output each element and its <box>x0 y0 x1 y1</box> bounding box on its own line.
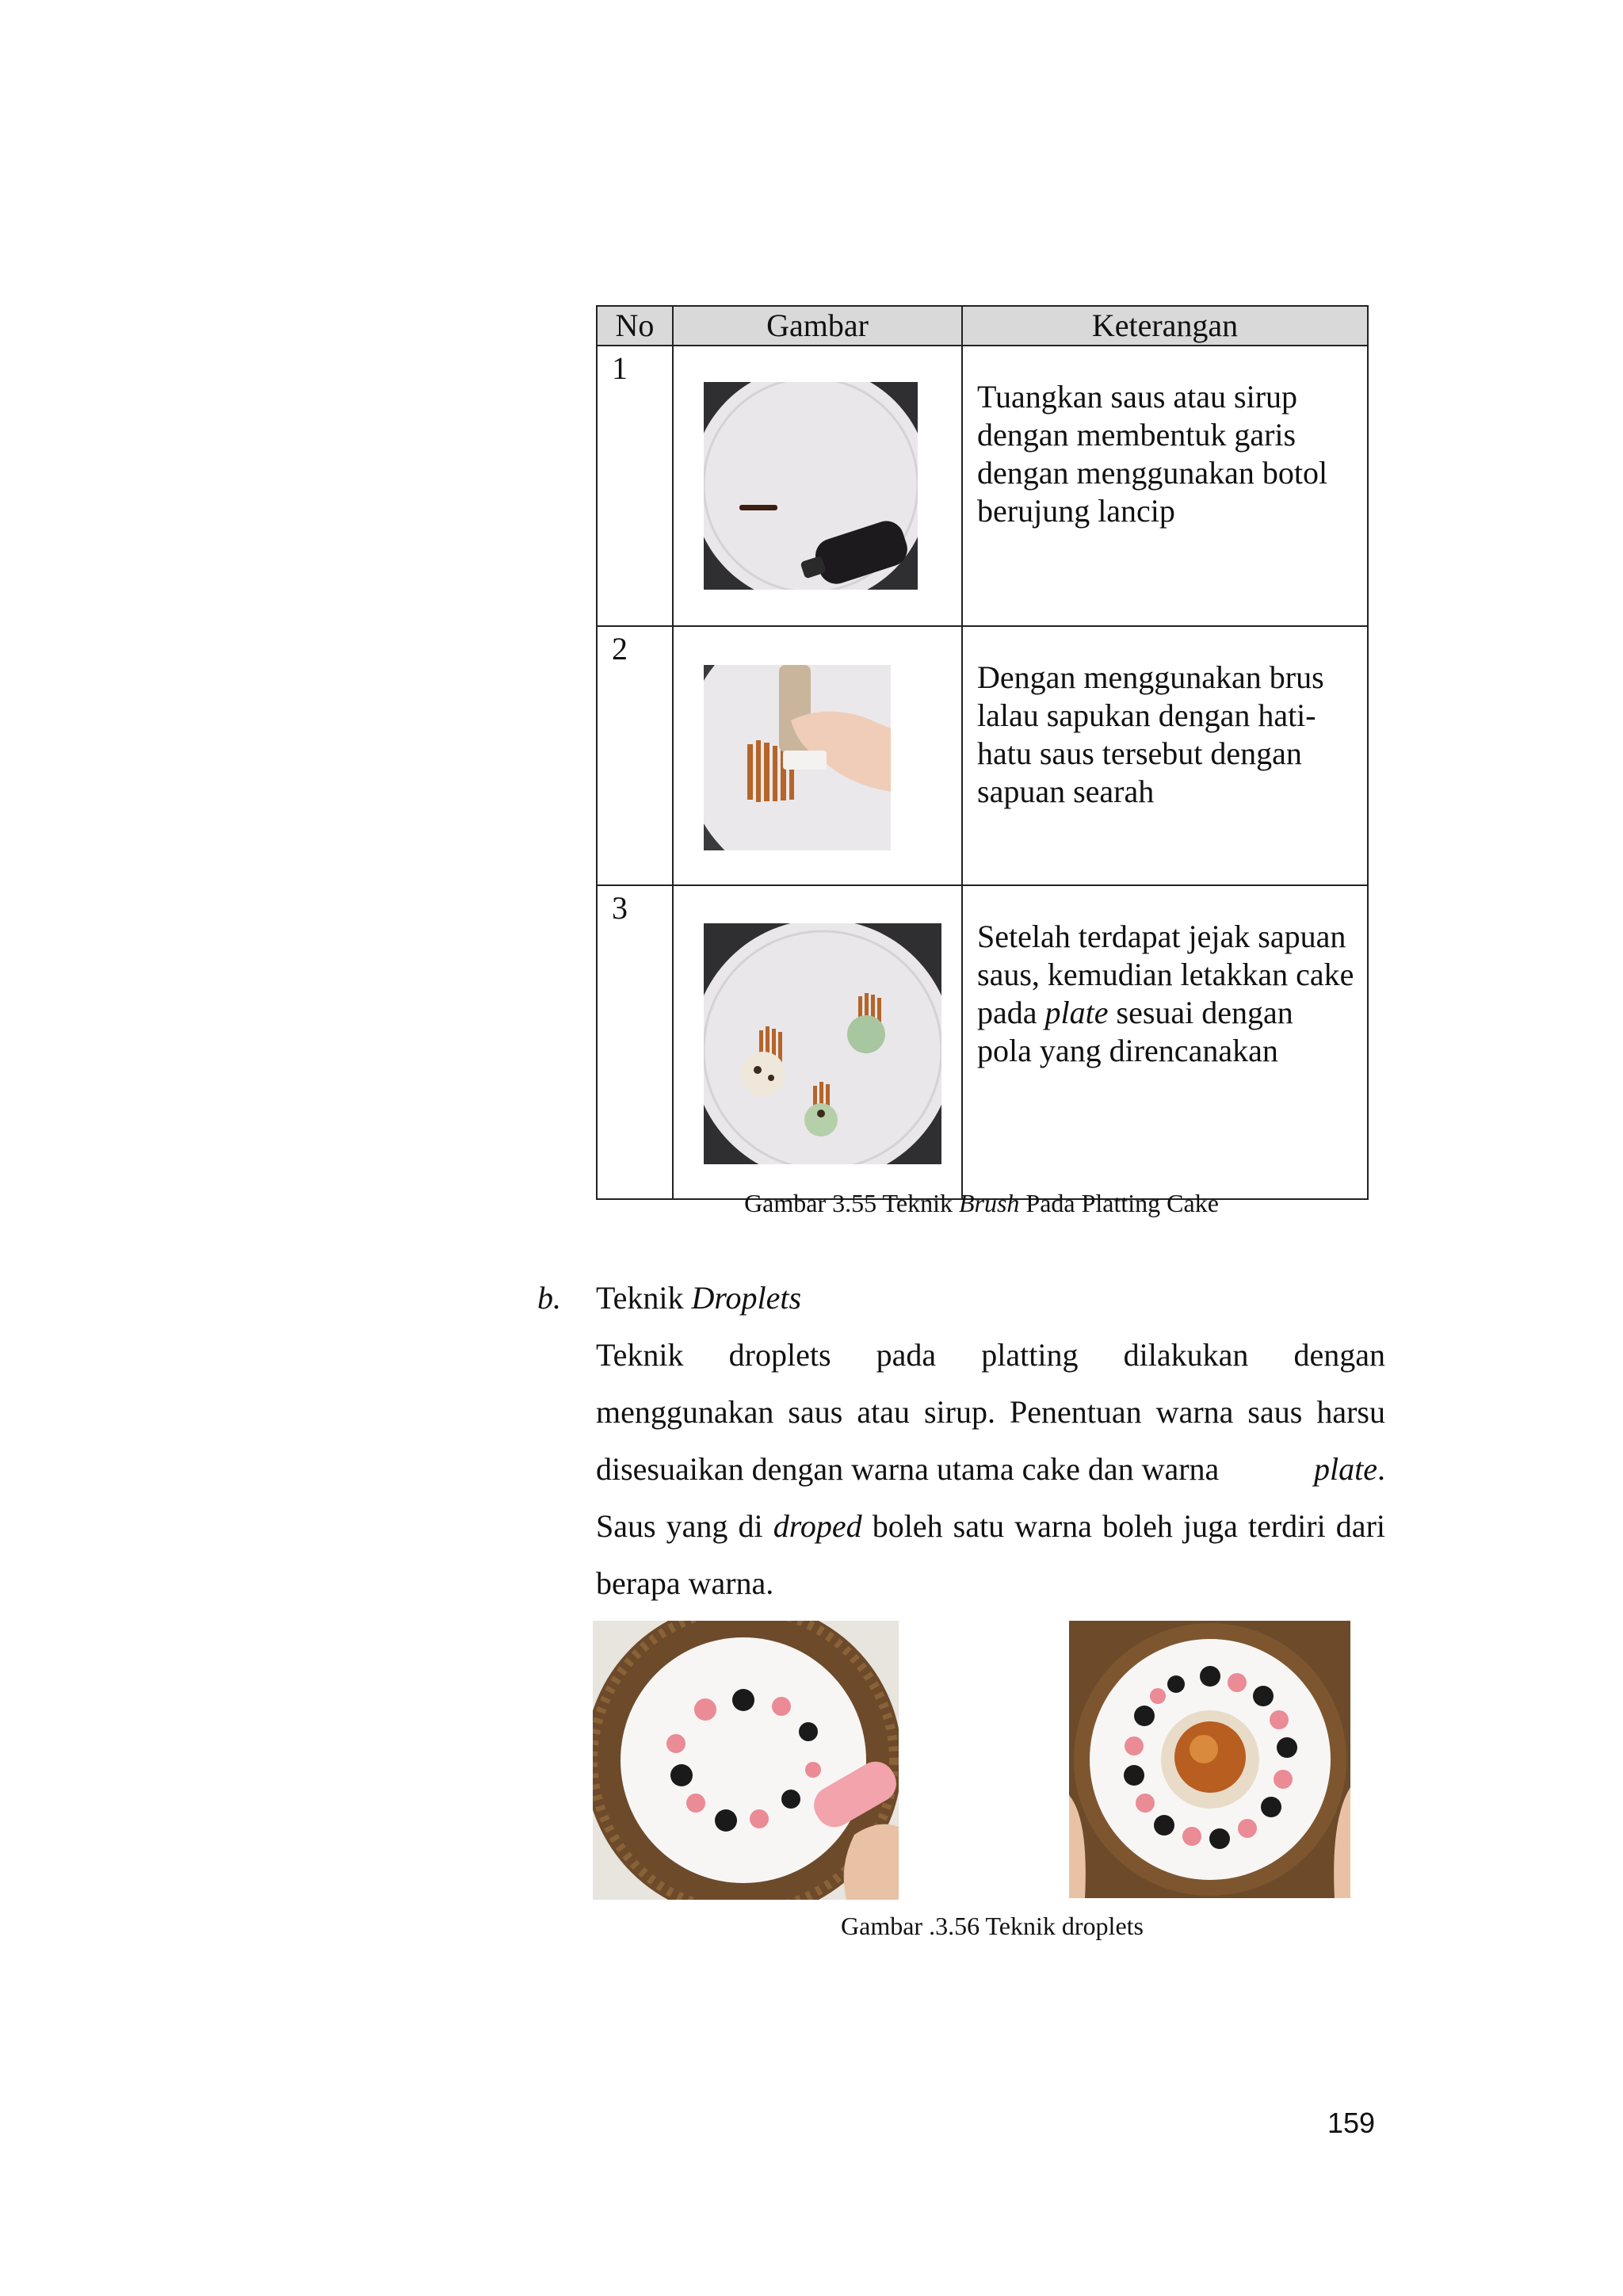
table-row <box>597 346 1368 626</box>
paragraph-line-2: menggunakan saus atau sirup. Penentuan warna saus harsu <box>596 1394 1385 1430</box>
brush-sweep-sauce-photo <box>704 665 891 850</box>
step-2-description: Dengan menggunakan brus lalau sapukan dengan hati-hatu saus tersebut dengan sapuan searah <box>962 626 1368 885</box>
paragraph-line-4: Saus yang di droped boleh satu warna boleh juga terdiri dari <box>596 1508 1385 1544</box>
table-row <box>597 885 1368 1199</box>
row-number: 2 <box>597 626 673 885</box>
paragraph-line-3: disesuaikan dengan warna utama cake dan warna plate. <box>596 1451 1385 1487</box>
row-number: 1 <box>597 346 673 626</box>
step-1-description: Tuangkan saus atau sirup dengan membentuk garis dengan menggunakan botol berujung lancip <box>962 346 1368 626</box>
steps-table <box>596 305 1369 1200</box>
step-3-description: Setelah terdapat jejak sapuan saus, kemudian letakkan cake pada plate sesuai dengan pola yang direncanakan <box>962 885 1368 1199</box>
paragraph-line-5: berapa warna. <box>596 1565 774 1601</box>
table-row <box>597 626 1368 885</box>
cakes-on-brushed-plate-photo <box>704 923 941 1164</box>
squeeze-bottle-sauce-photo <box>704 382 918 590</box>
table-header-row <box>597 306 1368 346</box>
header-no: No <box>597 306 673 346</box>
section-title: Teknik Droplets <box>596 1280 802 1316</box>
droplets-paragraph <box>596 1327 1385 1612</box>
header-gambar: Gambar <box>673 306 962 346</box>
figure-caption-3-55: Gambar 3.55 Teknik Brush Pada Platting Cake <box>744 1189 1219 1217</box>
droplets-swirl-photo <box>1069 1621 1350 1898</box>
section-marker: b. <box>537 1280 561 1316</box>
paragraph-line-1: Teknik droplets pada platting dilakukan dengan <box>596 1337 1385 1373</box>
page-number: 159 <box>1327 2107 1376 2139</box>
droplets-circle-photo <box>593 1621 899 1900</box>
row-number: 3 <box>597 885 673 1199</box>
figure-caption-3-56: Gambar .3.56 Teknik droplets <box>841 1912 1144 1940</box>
header-keterangan: Keterangan <box>962 306 1368 346</box>
